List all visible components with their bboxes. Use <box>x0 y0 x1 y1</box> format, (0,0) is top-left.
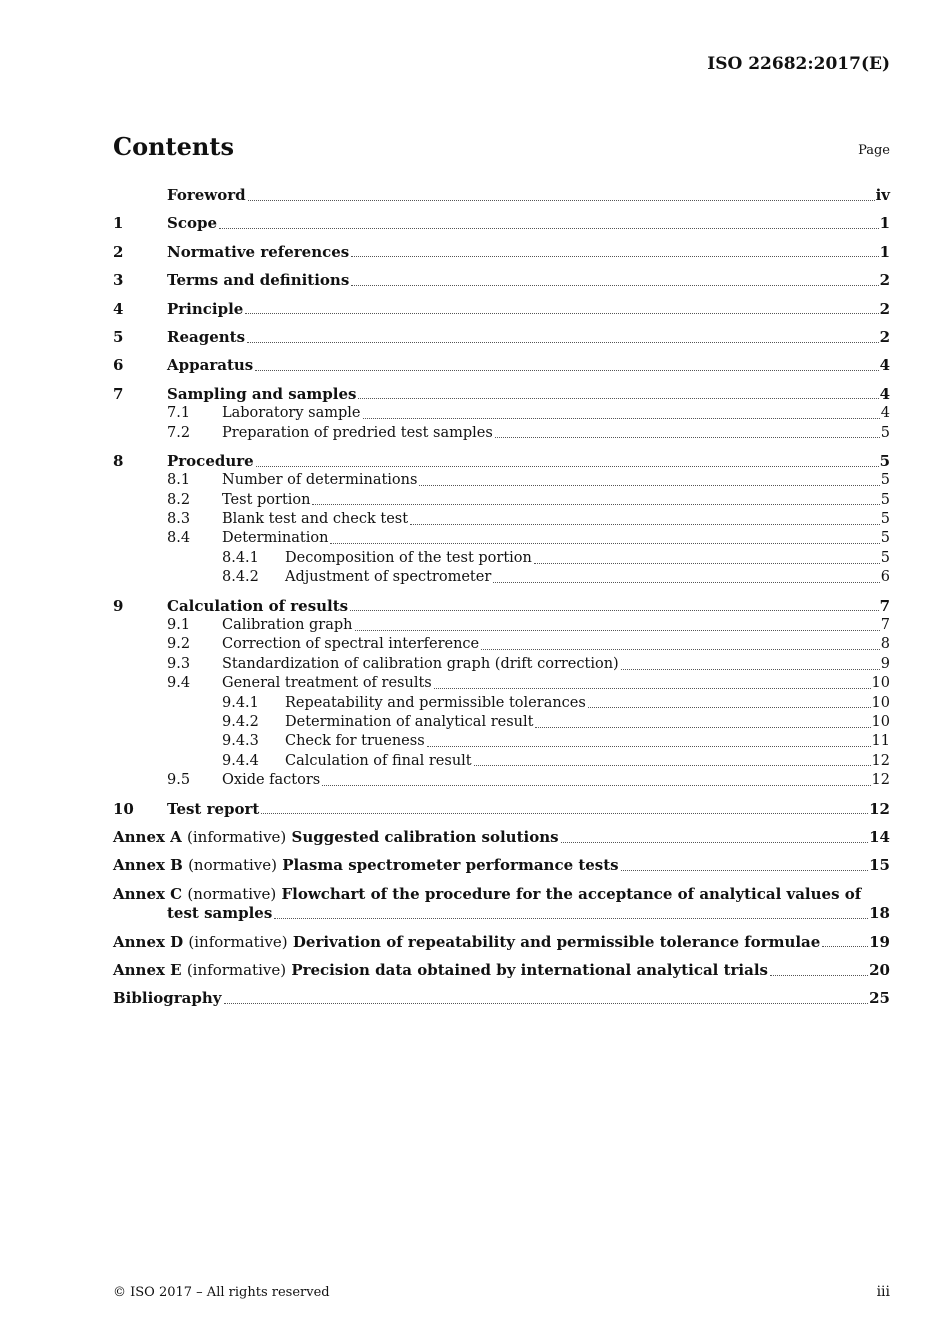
toc-entry-number: 1 <box>113 214 124 233</box>
toc-entry[interactable] <box>113 271 890 290</box>
toc-entry-number: 5 <box>113 327 124 346</box>
dot-leader <box>224 1002 869 1004</box>
annex-label: Annex A <box>113 827 182 846</box>
dot-leader <box>621 869 868 871</box>
annex-type: (informative) <box>188 932 288 951</box>
toc-entry-title: Principle <box>167 299 244 318</box>
toc-entry-title: Determination of analytical result <box>285 713 534 730</box>
toc-entry-number: 6 <box>113 356 124 375</box>
annex-title: Precision data obtained by international analytical trials <box>291 960 768 979</box>
toc-entry-title: Laboratory sample <box>222 405 361 422</box>
toc-entry-number: 9.2 <box>167 636 191 653</box>
toc-entry-number: 3 <box>113 271 124 290</box>
toc-entry-page: 25 <box>869 989 890 1008</box>
toc-entry-number: 7.2 <box>167 424 191 441</box>
page-column-label: Page <box>858 143 890 158</box>
toc-annex-entry[interactable] <box>113 856 890 875</box>
toc-entry-number: 9.1 <box>167 617 191 634</box>
toc-entry[interactable] <box>113 243 890 262</box>
toc-entry-page: 1 <box>879 214 890 233</box>
toc-entry-page: 11 <box>871 733 890 750</box>
toc-entry-number: 8.1 <box>167 472 191 489</box>
toc-entry-number: 8.4.2 <box>222 569 259 586</box>
page-number: iii <box>876 1284 890 1300</box>
toc-entry-title: Preparation of predried test samples <box>222 424 493 441</box>
toc-entry[interactable] <box>113 214 890 233</box>
annex-label: Annex B <box>113 856 183 875</box>
toc-entry[interactable] <box>113 752 890 771</box>
toc-entry-page: 5 <box>880 530 890 547</box>
toc-entry-page: 2 <box>879 299 890 318</box>
dot-leader <box>621 668 880 670</box>
toc-entry-page: 15 <box>869 856 890 875</box>
toc-entry-title: Test portion <box>222 491 311 508</box>
toc-entry[interactable] <box>113 300 890 319</box>
dot-leader <box>351 284 878 286</box>
document-id: ISO 22682:2017(E) <box>707 54 890 74</box>
annex-type: (normative) <box>187 884 277 903</box>
dot-leader <box>561 841 869 843</box>
toc-entry-title: Decomposition of the test portion <box>285 549 532 566</box>
toc-entry-page: 5 <box>880 491 890 508</box>
toc-entry-title: Procedure <box>167 451 254 470</box>
annex-title-continued: test samples <box>167 904 273 923</box>
toc-entry[interactable] <box>113 800 890 819</box>
toc-entry-page: 1 <box>879 242 890 261</box>
dot-leader <box>219 227 879 229</box>
dot-leader <box>245 312 878 314</box>
toc-entry-number: 8 <box>113 451 124 470</box>
dot-leader <box>588 706 871 708</box>
toc-entry-title: Normative references <box>167 242 350 261</box>
annex-label: Annex C <box>113 884 183 903</box>
toc-entry-title: Foreword <box>167 186 246 204</box>
toc-entry[interactable] <box>113 510 890 529</box>
toc-entry-page: 10 <box>871 713 890 730</box>
annex-title: Derivation of repeatability and permissible tolerance formulae <box>292 932 821 951</box>
toc-entry-page: 4 <box>880 405 890 422</box>
dot-leader <box>427 745 871 747</box>
toc-entry[interactable] <box>113 568 890 587</box>
dot-leader <box>363 417 880 419</box>
toc-entry-page: 7 <box>880 617 890 634</box>
toc-annex-entry[interactable] <box>113 961 890 980</box>
toc-entry-title: Calibration graph <box>222 617 353 634</box>
toc-entry-title: Apparatus <box>167 356 254 375</box>
toc-entry-title: Adjustment of spectrometer <box>285 569 492 586</box>
annex-type: (informative) <box>186 960 287 979</box>
toc-entry[interactable] <box>113 713 890 732</box>
toc-entry-number: 4 <box>113 299 124 318</box>
toc-entry-page: 20 <box>869 960 890 979</box>
toc-entry-number: 8.4.1 <box>222 549 259 566</box>
toc-entry[interactable] <box>113 404 890 423</box>
toc-entry-number: 8.2 <box>167 491 191 508</box>
toc-entry-page: iv <box>875 186 890 204</box>
toc-entry-page: 10 <box>871 694 890 711</box>
toc-entry-number: 8.4 <box>167 530 191 547</box>
toc-entry-number: 8.3 <box>167 511 191 528</box>
toc-entry-title: Sampling and samples <box>167 384 357 403</box>
toc-entry-page: 5 <box>880 472 890 489</box>
toc-entry-title: Standardization of calibration graph (drift correction) <box>222 655 619 672</box>
annex-label: Annex E <box>113 960 182 979</box>
dot-leader <box>410 523 880 525</box>
toc-entry-title <box>113 828 559 847</box>
dot-leader <box>330 542 879 544</box>
toc-entry-page: 7 <box>879 596 890 615</box>
dot-leader <box>261 812 868 814</box>
dot-leader <box>770 974 868 976</box>
toc-bibliography-entry[interactable] <box>113 989 890 1008</box>
dot-leader <box>434 687 871 689</box>
toc-annex-line <box>113 904 890 923</box>
dot-leader <box>493 581 880 583</box>
dot-leader <box>535 726 870 728</box>
toc-entry-number: 2 <box>113 242 124 261</box>
toc-entry-page: 12 <box>871 772 890 789</box>
toc-annex-line <box>113 885 890 904</box>
toc-entry-page: 12 <box>871 752 890 769</box>
toc-entry-number: 9.5 <box>167 772 191 789</box>
toc-entry[interactable] <box>113 549 890 568</box>
toc-entry-title: Number of determinations <box>222 472 418 489</box>
toc-entry[interactable] <box>113 471 890 490</box>
toc-entry[interactable] <box>113 186 890 205</box>
toc-entry-page: 14 <box>869 827 890 846</box>
toc-entry-page: 19 <box>869 932 890 951</box>
toc-entry-title: Check for trueness <box>285 733 425 750</box>
dot-leader <box>255 369 878 371</box>
annex-title: Plasma spectrometer performance tests <box>282 856 619 875</box>
dot-leader <box>358 397 878 399</box>
toc-entry-title: Reagents <box>167 327 246 346</box>
dot-leader <box>247 341 879 343</box>
toc-entry-title <box>113 933 820 952</box>
toc-entry-title <box>113 856 619 875</box>
dot-leader <box>495 436 880 438</box>
toc-entry-page: 12 <box>869 799 890 818</box>
dot-leader <box>312 503 879 505</box>
dot-leader <box>351 255 878 257</box>
annex-title: Suggested calibration solutions <box>291 827 559 846</box>
toc-entry-title: Calculation of results <box>167 596 349 615</box>
toc-entry[interactable] <box>113 674 890 693</box>
toc-entry-page: 5 <box>880 511 890 528</box>
toc-entry-page: 5 <box>879 451 890 470</box>
toc-entry[interactable] <box>113 529 890 548</box>
toc-entry[interactable] <box>113 356 890 375</box>
toc-entry-title: Calculation of final result <box>285 752 472 769</box>
dot-leader <box>274 917 868 919</box>
toc-entry-title: Blank test and check test <box>222 511 409 528</box>
toc-entry-number: 7 <box>113 384 124 403</box>
toc-entry-number: 9.3 <box>167 655 191 672</box>
dot-leader <box>474 764 871 766</box>
toc-entry-page: 2 <box>879 271 890 290</box>
toc-entry-page: 4 <box>879 356 890 375</box>
copyright-notice: © ISO 2017 – All rights reserved <box>113 1285 330 1300</box>
toc-entry[interactable] <box>113 424 890 443</box>
dot-leader <box>481 648 880 650</box>
page-title: Contents <box>113 132 234 161</box>
toc-entry-title: Scope <box>167 214 218 233</box>
toc-entry-title: Correction of spectral interference <box>222 636 480 653</box>
toc-entry-title: Repeatability and permissible tolerances <box>285 694 586 711</box>
toc-entry[interactable] <box>113 616 890 635</box>
toc-entry[interactable] <box>113 452 890 471</box>
toc-entry-page: 2 <box>879 327 890 346</box>
dot-leader <box>256 465 879 467</box>
toc-entry[interactable] <box>113 597 890 616</box>
annex-label: Annex D <box>113 932 184 951</box>
toc-entry-number: 9.4.4 <box>222 752 259 769</box>
toc-entry-page: 5 <box>880 549 890 566</box>
toc-annex-entry[interactable] <box>113 885 890 924</box>
toc-entry-title: Test report <box>167 799 260 818</box>
toc-entry-number: 9.4 <box>167 675 191 692</box>
toc-entry[interactable] <box>113 771 890 790</box>
toc-entry-number: 9 <box>113 596 124 615</box>
annex-title: Flowchart of the procedure for the acceptance of analytical values of <box>281 884 862 903</box>
toc-entry[interactable] <box>113 385 890 404</box>
toc-entry[interactable] <box>113 491 890 510</box>
toc-entry-number: 9.4.3 <box>222 733 259 750</box>
dot-leader <box>248 199 875 201</box>
toc-entry-page: 10 <box>871 675 890 692</box>
dot-leader <box>350 609 878 611</box>
dot-leader <box>534 562 880 564</box>
toc-entry[interactable] <box>113 655 890 674</box>
annex-type: (informative) <box>187 827 287 846</box>
toc-entry-page: 8 <box>880 636 890 653</box>
toc-entry-title <box>113 961 768 980</box>
toc-entry-number: 10 <box>113 799 134 818</box>
toc-entry-title: Terms and definitions <box>167 271 350 290</box>
toc-entry-page: 18 <box>869 904 890 923</box>
toc-entry-page: 9 <box>880 655 890 672</box>
toc-annex-entry[interactable] <box>113 828 890 847</box>
toc-entry[interactable] <box>113 694 890 713</box>
toc-entry-page: 4 <box>879 384 890 403</box>
dot-leader <box>419 484 879 486</box>
toc-entry-page: 5 <box>880 424 890 441</box>
dot-leader <box>355 629 880 631</box>
toc-entry-number: 9.4.1 <box>222 694 259 711</box>
toc-entry-page: 6 <box>880 569 890 586</box>
dot-leader <box>822 945 868 947</box>
annex-type: (normative) <box>188 856 277 875</box>
toc-annex-entry[interactable] <box>113 933 890 952</box>
toc-entry-title: Bibliography <box>113 989 222 1008</box>
toc-entry-title: General treatment of results <box>222 675 432 692</box>
dot-leader <box>322 784 870 786</box>
toc-entry[interactable] <box>113 328 890 347</box>
toc-entry-title: Oxide factors <box>222 772 321 789</box>
toc-entry-number: 9.4.2 <box>222 713 259 730</box>
toc-entry-number: 7.1 <box>167 405 191 422</box>
toc-entry[interactable] <box>113 732 890 751</box>
toc-entry[interactable] <box>113 635 890 654</box>
toc-entry-title: Determination <box>222 530 329 547</box>
table-of-contents <box>113 186 890 1009</box>
